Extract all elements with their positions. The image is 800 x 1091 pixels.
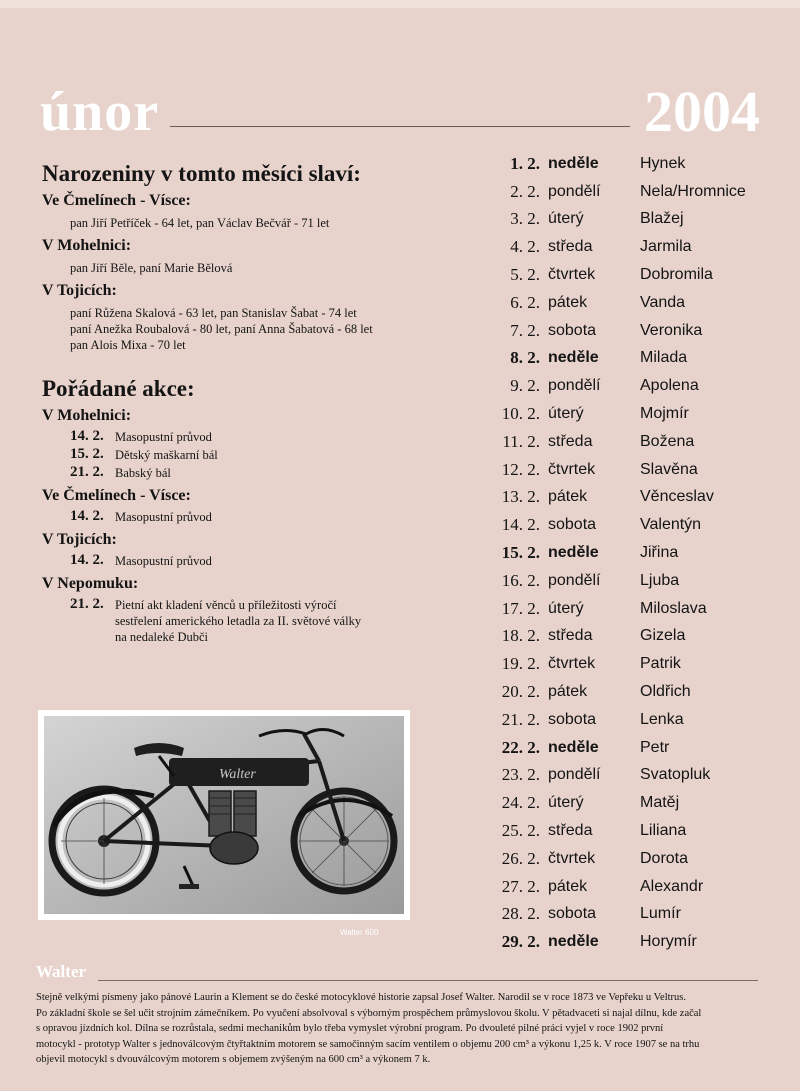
calendar-nameday: Dobromila xyxy=(640,266,713,284)
calendar-weekday: pátek xyxy=(548,488,588,506)
event-date: 14. 2. xyxy=(70,508,104,524)
calendar-weekday: neděle xyxy=(548,154,599,172)
birthdays-people xyxy=(42,305,462,353)
calendar-nameday: Nela/Hromnice xyxy=(640,182,746,200)
calendar-date: 1. 2. xyxy=(510,153,540,173)
calendar-weekday: sobota xyxy=(548,905,597,923)
calendar-date: 24. 2. xyxy=(501,793,540,813)
calendar-weekday: středa xyxy=(548,238,593,256)
calendar-date: 25. 2. xyxy=(501,821,540,841)
calendar-nameday: Veronika xyxy=(640,321,703,339)
footer-line: s opravou jízdních kol. Dílna se rozrůstala, sedmi mechanikům bylo třeba vymyslet výrobní program. Po dvouleté pilné práci vyjel v roce 1902 první xyxy=(36,1023,664,1034)
birthday-line: pan Alois Mixa - 70 let xyxy=(70,338,186,352)
calendar-date: 14. 2. xyxy=(501,515,540,535)
calendar-date: 16. 2. xyxy=(501,570,540,590)
footer-rule xyxy=(98,980,758,981)
calendar-row xyxy=(478,623,788,651)
event-item xyxy=(42,595,462,645)
calendar-nameday: Jiřina xyxy=(640,544,679,562)
motorcycle-photo xyxy=(38,710,410,920)
year-title: 2004 xyxy=(644,79,760,144)
calendar-date: 2. 2. xyxy=(510,181,540,201)
birthdays-people xyxy=(42,260,462,276)
calendar-nameday: Ljuba xyxy=(640,571,680,589)
calendar-row xyxy=(478,345,788,373)
calendar-row xyxy=(478,400,788,428)
event-text: Dětský maškarní bál xyxy=(115,448,218,462)
calendar-weekday: středa xyxy=(548,822,593,840)
birthdays-title: Narozeniny v tomto měsíci slaví: xyxy=(42,161,361,186)
birthdays-place: V Mohelnici: xyxy=(42,237,132,254)
calendar-nameday: Petr xyxy=(640,738,670,756)
tank-logo: Walter xyxy=(219,767,256,782)
calendar-row xyxy=(478,901,788,929)
calendar-date: 22. 2. xyxy=(501,737,540,757)
calendar-date: 8. 2. xyxy=(510,348,540,368)
calendar-nameday: Oldřich xyxy=(640,683,691,701)
page-header xyxy=(0,70,800,144)
calendar-weekday: čtvrtek xyxy=(548,460,596,478)
event-text-line: Pietní akt kladení věnců u příležitosti výročí xyxy=(115,598,337,612)
calendar-nameday: Dorota xyxy=(640,849,689,867)
calendar-row xyxy=(478,762,788,790)
calendar-date: 23. 2. xyxy=(501,765,540,785)
calendar-row xyxy=(478,928,788,956)
calendar-date: 15. 2. xyxy=(501,543,540,563)
calendar-row xyxy=(478,789,788,817)
event-text: Masopustní průvod xyxy=(115,554,212,568)
header-rule xyxy=(170,126,630,127)
motorcycle-illustration xyxy=(44,716,404,914)
calendar-row xyxy=(478,650,788,678)
calendar-nameday: Lenka xyxy=(640,710,684,728)
birthdays-place: V Tojicích: xyxy=(42,282,117,299)
calendar-weekday: neděle xyxy=(548,933,599,951)
calendar-nameday: Valentýn xyxy=(640,516,702,534)
calendar-weekday: neděle xyxy=(548,544,599,562)
calendar-nameday: Horymír xyxy=(640,933,697,951)
footer-line: motocykl - prototyp Walter s jednoválcovým čtyřtaktním motorem se samočinným sacím ventilem o objemu 200 cm³ a výkonu 1,25 k. V roce 1907 se na trhu xyxy=(36,1038,700,1050)
calendar-row xyxy=(478,873,788,901)
calendar-weekday: pondělí xyxy=(548,377,601,395)
calendar-row xyxy=(478,539,788,567)
calendar-nameday: Mojmír xyxy=(640,405,689,423)
calendar-weekday: pondělí xyxy=(548,182,601,200)
calendar-date: 19. 2. xyxy=(501,654,540,674)
calendar-row xyxy=(478,178,788,206)
calendar-row xyxy=(478,372,788,400)
calendar-weekday: čtvrtek xyxy=(548,266,596,284)
calendar-nameday: Gizela xyxy=(640,627,686,645)
calendar-nameday: Lumír xyxy=(640,905,681,923)
calendar-list xyxy=(478,150,788,956)
calendar-nameday: Věnceslav xyxy=(640,488,714,506)
events-place: Ve Čmelínech - Vísce: xyxy=(42,487,191,504)
calendar-row xyxy=(478,567,788,595)
event-text-line: sestřelení amerického letadla za II. světové války xyxy=(115,614,362,628)
calendar-weekday: středa xyxy=(548,627,593,645)
calendar-date: 18. 2. xyxy=(501,626,540,646)
calendar-weekday: pondělí xyxy=(548,571,601,589)
calendar-date: 20. 2. xyxy=(501,682,540,702)
calendar-date: 7. 2. xyxy=(510,320,540,340)
events-title: Pořádané akce: xyxy=(42,376,195,401)
calendar-date: 27. 2. xyxy=(501,876,540,896)
footer-line: objevil motocykl s dvouválcovým motorem s objemem zvýšeným na 600 cm³ a výkonem 7 k. xyxy=(36,1054,431,1065)
calendar-date: 17. 2. xyxy=(501,598,540,618)
calendar-nameday: Božena xyxy=(640,432,695,450)
calendar-date: 12. 2. xyxy=(501,459,540,479)
calendar-nameday: Jarmila xyxy=(640,238,692,256)
birthday-line: pan Jiří Petříček - 64 let, pan Václav Bečvář - 71 let xyxy=(70,216,330,230)
calendar-nameday: Miloslava xyxy=(640,599,707,617)
calendar-weekday: úterý xyxy=(548,210,584,228)
calendar-weekday: pátek xyxy=(548,683,588,701)
footer-text xyxy=(36,990,766,1068)
calendar-date: 9. 2. xyxy=(510,376,540,396)
event-text: Masopustní průvod xyxy=(115,430,212,444)
calendar-weekday: úterý xyxy=(548,599,584,617)
calendar-nameday: Svatopluk xyxy=(640,766,711,784)
calendar-weekday: čtvrtek xyxy=(548,849,596,867)
month-title: únor xyxy=(40,81,160,143)
footer-line: Po základní škole se šel učit strojním zámečníkem. Po vyučení absolvoval s výborným prospěchem průmyslovou školu. V pětadvaceti si najal dílnu, kde začal xyxy=(36,1007,702,1019)
birthday-line: paní Růžena Skalová - 63 let, pan Stanislav Šabat - 74 let xyxy=(70,306,357,320)
event-date: 14. 2. xyxy=(70,552,104,568)
left-column xyxy=(42,160,462,645)
calendar-nameday: Liliana xyxy=(640,822,687,840)
calendar-date: 13. 2. xyxy=(501,487,540,507)
event-date: 21. 2. xyxy=(70,596,104,612)
birthdays-people xyxy=(42,215,462,231)
calendar-weekday: sobota xyxy=(548,321,597,339)
calendar-weekday: úterý xyxy=(548,794,584,812)
event-text: Masopustní průvod xyxy=(115,510,212,524)
event-item xyxy=(42,463,462,481)
photo-caption: Walter 600 xyxy=(340,928,379,937)
calendar-row xyxy=(478,456,788,484)
events-place: V Tojicích: xyxy=(42,531,117,548)
calendar-weekday: pondělí xyxy=(548,766,601,784)
calendar-date: 10. 2. xyxy=(501,404,540,424)
top-strip xyxy=(0,0,800,8)
calendar-weekday: středa xyxy=(548,432,593,450)
calendar-nameday: Alexandr xyxy=(640,877,704,895)
calendar-nameday: Matěj xyxy=(640,794,680,812)
calendar-weekday: neděle xyxy=(548,738,599,756)
calendar-row xyxy=(478,261,788,289)
calendar-row xyxy=(478,678,788,706)
event-date: 14. 2. xyxy=(70,428,104,444)
birthday-line: pan Jiří Běle, paní Marie Bělová xyxy=(70,261,233,275)
footer-line: Stejně velkými písmeny jako pánové Laurin a Klement se do české motocyklové historie zapsal Josef Walter. Narodil se v roce 1873 ve Vepřeku u Veltrus. xyxy=(36,992,686,1003)
event-date: 15. 2. xyxy=(70,446,104,462)
calendar-nameday: Milada xyxy=(640,349,688,367)
calendar-row xyxy=(478,233,788,261)
birthday-line: paní Anežka Roubalová - 80 let, paní Anna Šabatová - 68 let xyxy=(70,322,373,336)
event-date: 21. 2. xyxy=(70,464,104,480)
calendar-nameday: Vanda xyxy=(640,293,686,311)
calendar-date: 21. 2. xyxy=(501,709,540,729)
calendar-date: 29. 2. xyxy=(501,932,540,952)
calendar-row xyxy=(478,428,788,456)
calendar-nameday: Patrik xyxy=(640,655,681,673)
event-text xyxy=(115,595,361,645)
event-item xyxy=(42,551,462,569)
calendar-weekday: úterý xyxy=(548,405,584,423)
calendar-date: 26. 2. xyxy=(501,848,540,868)
calendar-row xyxy=(478,706,788,734)
calendar-nameday: Slavěna xyxy=(640,460,698,478)
event-text-line: na nedaleké Dubči xyxy=(115,630,209,644)
calendar-row xyxy=(478,150,788,178)
calendar-date: 4. 2. xyxy=(510,237,540,257)
calendar-row xyxy=(478,817,788,845)
calendar-weekday: sobota xyxy=(548,516,597,534)
calendar-nameday: Hynek xyxy=(640,154,686,172)
calendar-weekday: neděle xyxy=(548,349,599,367)
calendar-date: 11. 2. xyxy=(502,431,540,451)
event-text: Babský bál xyxy=(115,466,171,480)
calendar-nameday: Apolena xyxy=(640,377,699,395)
calendar-row xyxy=(478,317,788,345)
calendar-date: 6. 2. xyxy=(510,292,540,312)
calendar-nameday: Blažej xyxy=(640,210,684,228)
footer-title: Walter xyxy=(36,962,87,981)
events-place: V Nepomuku: xyxy=(42,575,139,592)
calendar-weekday: čtvrtek xyxy=(548,655,596,673)
calendar-row xyxy=(478,511,788,539)
calendar-weekday: sobota xyxy=(548,710,597,728)
calendar-row xyxy=(478,734,788,762)
calendar-weekday: pátek xyxy=(548,293,588,311)
events-place: V Mohelnici: xyxy=(42,407,132,424)
calendar-date: 3. 2. xyxy=(510,209,540,229)
event-item xyxy=(42,445,462,463)
birthdays-place: Ve Čmelínech - Vísce: xyxy=(42,192,191,209)
calendar-row xyxy=(478,206,788,234)
calendar-row xyxy=(478,289,788,317)
calendar-date: 28. 2. xyxy=(501,904,540,924)
calendar-date: 5. 2. xyxy=(510,265,540,285)
calendar-weekday: pátek xyxy=(548,877,588,895)
event-item xyxy=(42,507,462,525)
calendar-row xyxy=(478,845,788,873)
event-item xyxy=(42,427,462,445)
calendar-row xyxy=(478,484,788,512)
calendar-row xyxy=(478,595,788,623)
